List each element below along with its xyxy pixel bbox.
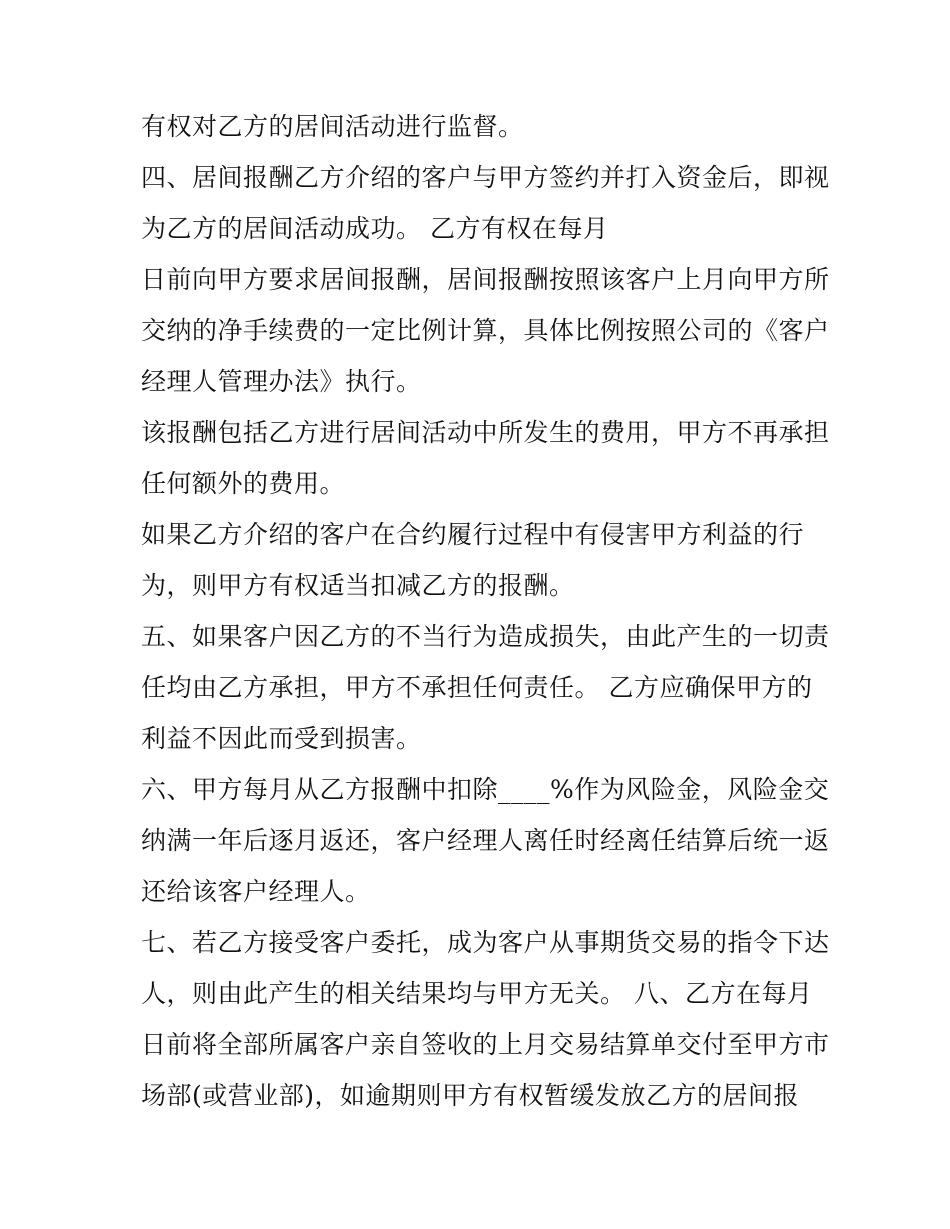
text-line: 日前将全部所属客户亲自签收的上月交易结算单交付至甲方市 <box>141 1030 830 1059</box>
text-line: 七、若乙方接受客户委托，成为客户从事期货交易的指令下达 <box>141 928 830 957</box>
text-line: 日前向甲方要求居间报酬，居间报酬按照该客户上月向甲方所 <box>141 265 830 294</box>
text-line: 交纳的净手续费的一定比例计算，具体比例按照公司的《客户 <box>141 316 830 345</box>
text-line: 有权对乙方的居间活动进行监督。 <box>141 112 524 141</box>
text-line: 利益不因此而受到损害。 <box>141 724 422 753</box>
text-line: 人，则由此产生的相关结果均与甲方无关。 八、乙方在每月 <box>141 979 813 1008</box>
text-line: 为，则甲方有权适当扣减乙方的报酬。 <box>141 571 575 600</box>
text-line: 该报酬包括乙方进行居间活动中所发生的费用，甲方不再承担 <box>141 418 830 447</box>
text-line: 任均由乙方承担，甲方不承担任何责任。 乙方应确保甲方的 <box>141 673 813 702</box>
text-line: 为乙方的居间活动成功。 乙方有权在每月 <box>141 214 609 243</box>
text-line: 六、甲方每月从乙方报酬中扣除____%作为风险金，风险金交 <box>141 775 830 804</box>
text-line: 纳满一年后逐月返还，客户经理人离任时经离任结算后统一返 <box>141 826 830 855</box>
text-line: 还给该客户经理人。 <box>141 877 371 906</box>
text-line: 经理人管理办法》执行。 <box>141 367 422 396</box>
text-line: 任何额外的费用。 <box>141 469 346 498</box>
text-line: 五、如果客户因乙方的不当行为造成损失，由此产生的一切责 <box>141 622 830 651</box>
text-line: 四、居间报酬乙方介绍的客户与甲方签约并打入资金后，即视 <box>141 163 830 192</box>
text-line: 场部(或营业部)，如逾期则甲方有权暂缓发放乙方的居间报 <box>141 1081 800 1110</box>
text-line: 如果乙方介绍的客户在合约履行过程中有侵害甲方利益的行 <box>141 520 805 549</box>
